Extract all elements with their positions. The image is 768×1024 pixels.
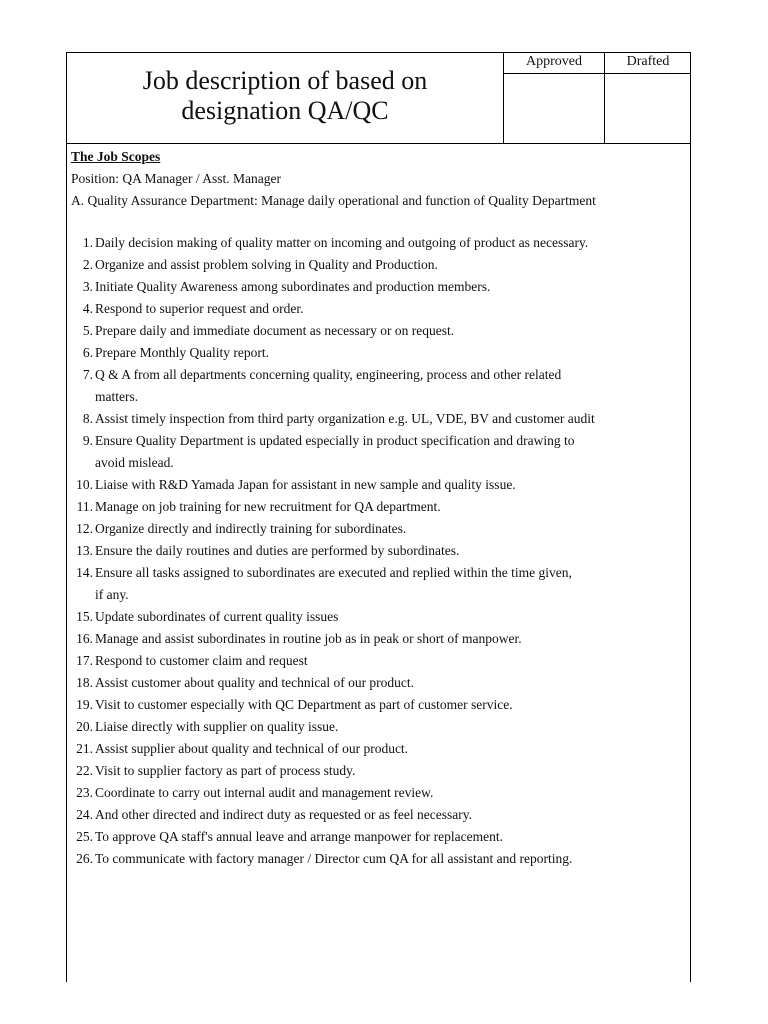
- list-item: [71, 804, 701, 826]
- list-item-text: Manage and assist subordinates in routine job as in peak or short of manpower.: [95, 631, 522, 646]
- frame-top-border: [66, 52, 691, 53]
- list-item-number: 23.: [76, 785, 93, 800]
- list-item-continuation: if any.: [95, 587, 129, 602]
- list-item-number: 16.: [76, 631, 93, 646]
- frame-left-border: [66, 52, 67, 982]
- list-item-text: Daily decision making of quality matter on incoming and outgoing of product as necessary.: [95, 235, 589, 250]
- document-title-line-2: designation QA/QC: [181, 96, 389, 125]
- approved-label: Approved: [526, 54, 582, 69]
- list-item-number: 21.: [76, 741, 93, 756]
- list-item: [71, 760, 701, 782]
- list-item-text: Assist supplier about quality and technical of our product.: [95, 741, 409, 756]
- list-item-continuation: avoid mislead.: [95, 455, 174, 470]
- list-item-text: Organize directly and indirectly training for subordinates.: [95, 521, 407, 536]
- list-item-number: 8.: [82, 411, 93, 426]
- document-title-line-1: Job description of based on: [142, 66, 428, 95]
- list-item: [71, 848, 701, 870]
- job-scope-list: [71, 232, 701, 870]
- spacer: [71, 212, 701, 232]
- list-item-text: Prepare daily and immediate document as necessary or on request.: [95, 323, 455, 338]
- section-heading: The Job Scopes: [71, 149, 161, 164]
- list-item-text: Ensure all tasks assigned to subordinates are executed and replied within the time given,: [95, 565, 572, 580]
- list-item: [71, 320, 701, 342]
- header-divider: [66, 143, 691, 144]
- list-item: [71, 826, 701, 848]
- list-item: [71, 496, 701, 518]
- list-item-continuation: matters.: [95, 389, 139, 404]
- list-item-text: To approve QA staff's annual leave and arrange manpower for replacement.: [95, 829, 503, 844]
- list-item-number: 14.: [76, 565, 93, 580]
- list-item: [71, 430, 701, 452]
- list-item: [71, 232, 701, 254]
- list-item-text: To communicate with factory manager / Director cum QA for all assistant and reporting.: [95, 851, 573, 866]
- list-item-text: Visit to customer especially with QC Department as part of customer service.: [95, 697, 513, 712]
- list-item-number: 15.: [76, 609, 93, 624]
- list-item-text: Initiate Quality Awareness among subordinates and production members.: [95, 279, 491, 294]
- list-item-text: Prepare Monthly Quality report.: [95, 345, 269, 360]
- list-item-text: Assist timely inspection from third party organization e.g. UL, VDE, BV and customer audit: [95, 411, 595, 426]
- list-item: [71, 650, 701, 672]
- drafted-label: Drafted: [626, 54, 670, 69]
- list-item: [71, 606, 701, 628]
- list-item: [71, 474, 701, 496]
- job-scope-content: [71, 146, 701, 870]
- approval-label-divider: [503, 73, 691, 74]
- list-item-number: 3.: [82, 279, 93, 294]
- list-item-number: 11.: [76, 499, 93, 514]
- list-item-text: Coordinate to carry out internal audit and management review.: [95, 785, 434, 800]
- list-item: [71, 628, 701, 650]
- list-item-number: 2.: [82, 257, 93, 272]
- list-item: [71, 364, 701, 386]
- list-item: [71, 298, 701, 320]
- list-item-number: 19.: [76, 697, 93, 712]
- position-line: Position: QA Manager / Asst. Manager: [71, 171, 281, 186]
- list-item: [71, 738, 701, 760]
- list-item: [71, 342, 701, 364]
- list-item-text: Assist customer about quality and technical of our product.: [95, 675, 415, 690]
- list-item-text: Liaise with R&D Yamada Japan for assistant in new sample and quality issue.: [95, 477, 516, 492]
- list-item: [71, 782, 701, 804]
- list-item-text: Ensure Quality Department is updated especially in product specification and drawing to: [95, 433, 575, 448]
- list-item-number: 25.: [76, 829, 93, 844]
- list-item-text: Q & A from all departments concerning quality, engineering, process and other related: [95, 367, 562, 382]
- list-item-text: Update subordinates of current quality issues: [95, 609, 339, 624]
- list-item-number: 17.: [76, 653, 93, 668]
- list-item: [71, 408, 701, 430]
- list-item-number: 18.: [76, 675, 93, 690]
- list-item: [71, 254, 701, 276]
- list-item-number: 7.: [82, 367, 93, 382]
- list-item-number: 24.: [76, 807, 93, 822]
- list-item: [71, 276, 701, 298]
- list-item-number: 5.: [82, 323, 93, 338]
- list-item: [71, 672, 701, 694]
- list-item-number: 20.: [76, 719, 93, 734]
- list-item-number: 22.: [76, 763, 93, 778]
- document-title: [67, 66, 503, 126]
- list-item-number: 12.: [76, 521, 93, 536]
- list-item-text: And other directed and indirect duty as requested or as feel necessary.: [95, 807, 472, 822]
- list-item-text: Respond to superior request and order.: [95, 301, 304, 316]
- list-item-text: Manage on job training for new recruitment for QA department.: [95, 499, 441, 514]
- list-item-text: Ensure the daily routines and duties are performed by subordinates.: [95, 543, 460, 558]
- list-item: [71, 518, 701, 540]
- list-item-text: Organize and assist problem solving in Quality and Production.: [95, 257, 438, 272]
- list-item-number: 1.: [82, 235, 93, 250]
- list-item-number: 13.: [76, 543, 93, 558]
- list-item-number: 4.: [82, 301, 93, 316]
- list-item: [71, 694, 701, 716]
- list-item-text: Liaise directly with supplier on quality issue.: [95, 719, 339, 734]
- list-item-number: 6.: [82, 345, 93, 360]
- list-item-text: Respond to customer claim and request: [95, 653, 308, 668]
- list-item: [71, 716, 701, 738]
- department-line: A. Quality Assurance Department: Manage daily operational and function of Quality Department: [71, 193, 596, 208]
- list-item: [71, 562, 701, 584]
- list-item: [71, 540, 701, 562]
- list-item-text: Visit to supplier factory as part of process study.: [95, 763, 356, 778]
- list-item-number: 10.: [76, 477, 93, 492]
- list-item-number: 9.: [82, 433, 93, 448]
- list-item-number: 26.: [76, 851, 93, 866]
